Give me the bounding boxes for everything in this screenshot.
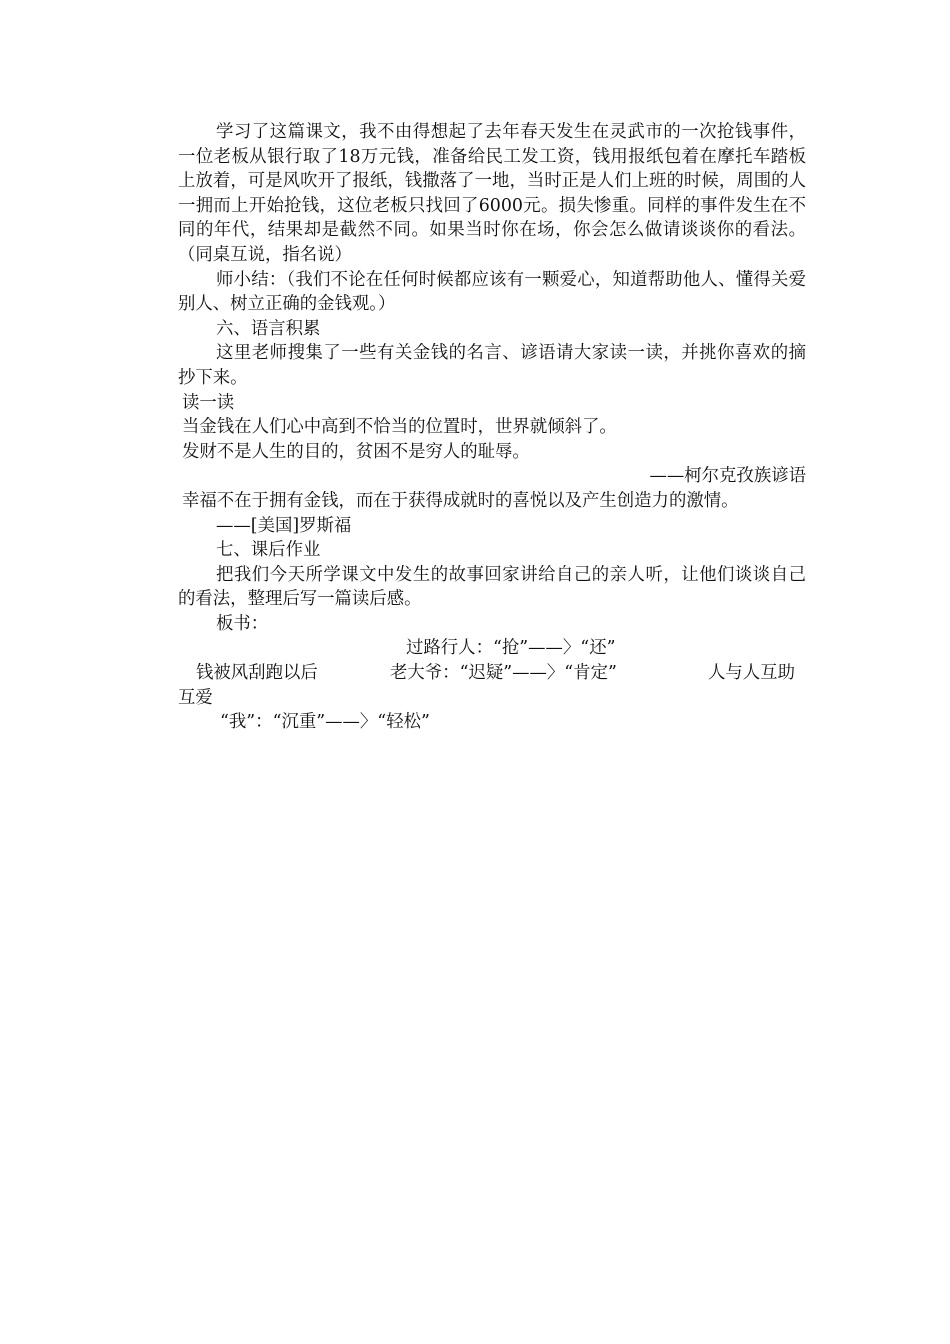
paragraph-teacher-summary: 师小结：（我们不论在任何时候都应该有一颗爱心，知道帮助他人、懂得关爱别人、树立正确的金钱观。） <box>178 269 806 315</box>
read-label: 读一读 <box>182 392 235 413</box>
paragraph-robbery-story: 学习了这篇课文，我不由得想起了去年春天发生在灵武市的一次抢钱事件，一位老板从银行取了18万元钱，准备给民工发工资，钱用报纸包着在摩托车踏板上放着，可是风吹开了报纸，钱撒落了一地，当时正是人们上班的时候，周围的人一拥而上开始抢钱，这位老板只找回了6000元。损失惨重。同样的事件发生在不同的年代，结果却是截然不同。如果当时你在场，你会怎么做请谈谈你的看法。（同桌互说，指名说） <box>178 122 806 265</box>
quote-2: 发财不是人生的目的，贫困不是穷人的耻辱。 <box>182 441 530 462</box>
board-old-man: 老大爷：“迟疑”——〉“肯定” <box>390 663 617 684</box>
heading-homework: 七、课后作业 <box>216 540 321 561</box>
board-passerby: 过路行人：“抢”——〉“还” <box>406 638 616 659</box>
quote-1: 当金钱在人们心中高到不恰当的位置时，世界就倾斜了。 <box>182 417 617 438</box>
board-theme: 人与人互助 <box>708 663 795 684</box>
board-row-2 <box>178 661 806 686</box>
board-row-3 <box>178 686 806 711</box>
quote-2-source: ——柯尔克孜族谚语 <box>649 466 806 487</box>
document-body <box>178 120 806 735</box>
board-me: “我”：“沉重”——〉“轻松” <box>220 712 430 733</box>
paragraph-homework: 把我们今天所学课文中发生的故事回家讲给自己的亲人听，让他们谈谈自己的看法，整理后写一篇读后感。 <box>178 564 806 610</box>
board-theme-wrap: 互爱 <box>178 687 213 708</box>
board-label: 板书： <box>216 613 269 634</box>
paragraph-quotes-intro: 这里老师搜集了一些有关金钱的名言、谚语请大家读一读，并挑你喜欢的摘抄下来。 <box>178 343 806 388</box>
quote-3: 幸福不在于拥有金钱，而在于获得成就时的喜悦以及产生创造力的激情。 <box>182 490 739 511</box>
board-topic: 钱被风刮跑以后 <box>196 663 318 684</box>
board-row-1 <box>178 636 806 661</box>
quote-3-source: ——[美国]罗斯福 <box>216 515 352 536</box>
board-row-4 <box>178 710 806 735</box>
heading-language-accumulation: 六、语言积累 <box>216 318 321 339</box>
